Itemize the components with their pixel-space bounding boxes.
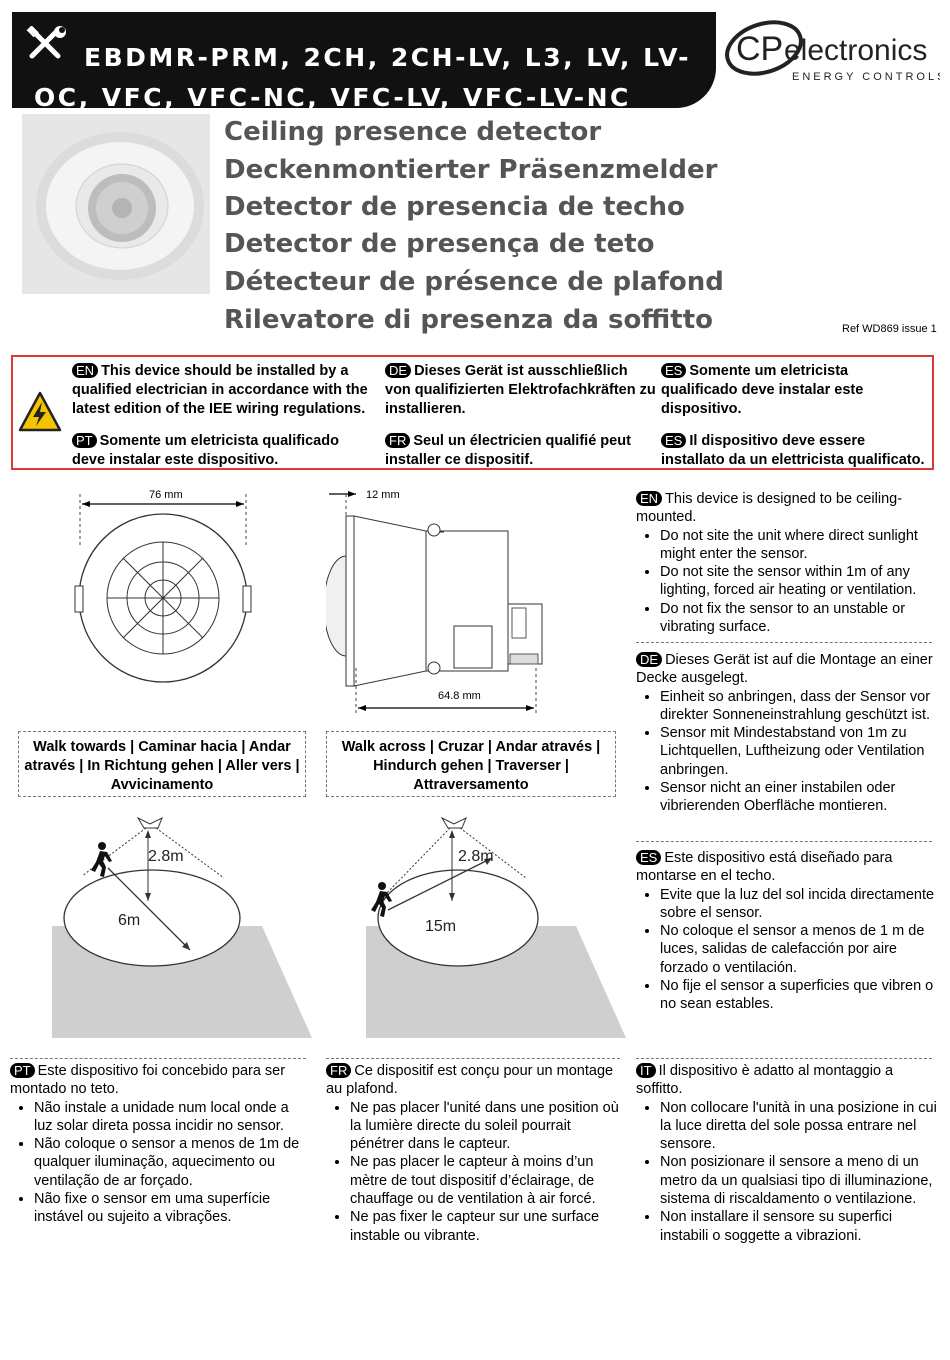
subtitle-es: Detector de presencia de techo: [224, 192, 685, 222]
section-es: [636, 849, 936, 1014]
subtitle-fr: Détecteur de présence de plafond: [224, 267, 724, 297]
lang-tag-de: DE: [385, 363, 411, 378]
coverage-across-height: 2.8m: [458, 848, 494, 865]
caption-walk-across: Walk across | Cruzar | Andar através | Hindurch gehen | Traverser | Attraversamento: [326, 731, 616, 797]
section-es-intro: Este dispositivo está diseñado para montarse en el techo.: [636, 850, 893, 885]
warning-es-text: Somente um eletricista qualificado deve instalar este dispositivo.: [661, 363, 864, 417]
list-item: • Non posizionare il sensore a meno di un metro da un qualsiasi tipo di illuminazione, sistema di riscaldamento o ventilazione.: [660, 1153, 938, 1208]
lang-tag-it: ES: [661, 433, 686, 448]
lang-tag-en: EN: [72, 363, 98, 378]
warning-de-text: Dieses Gerät ist ausschließlich von qualifizierten Elektrofachkräften zu installieren.: [385, 363, 656, 417]
list-item: • Não coloque o sensor a menos de 1m de qualquer iluminação, aquecimento ou ventilação de ar forçado.: [34, 1135, 308, 1190]
title-line-2: OC, VFC, VFC-NC, VFC-LV, VFC-LV-NC: [34, 83, 631, 112]
header-bar: [12, 12, 716, 112]
section-en-intro: This device is designed to be ceiling-mounted.: [636, 491, 903, 526]
warning-en-text: This device should be installed by a qualified electrician in accordance with the latest edition of the IEE wiring regulations.: [72, 363, 368, 417]
warning-it-text: Il dispositivo deve essere installato da un elettricista qualificato.: [661, 433, 925, 468]
logo-cp: CP: [736, 30, 784, 68]
section-it-intro: Il dispositivo è adatto al montaggio a soffitto.: [636, 1063, 894, 1098]
lang-tag-pt: PT: [72, 433, 97, 448]
warning-en: [72, 362, 372, 419]
caption-walk-towards: Walk towards | Caminar hacia | Andar através | In Richtung gehen | Aller vers | Avvicinamento: [18, 731, 306, 797]
divider: [636, 642, 932, 643]
subtitle-it: Rilevatore di presenza da soffitto: [224, 305, 714, 335]
list-item: • No coloque el sensor a menos de 1 m de luces, salidas de calefacción por aire forzado o ventilación.: [660, 922, 936, 977]
lang-tag-es: ES: [661, 363, 686, 378]
subtitle-en: Ceiling presence detector: [224, 117, 602, 147]
logo-name: electronics: [784, 34, 928, 67]
dim-side-height: 64.8 mm: [438, 690, 481, 702]
divider: [326, 1058, 620, 1059]
list-item: • Do not site the unit where direct sunlight might enter the sensor.: [660, 527, 936, 564]
list-item: • Do not fix the sensor to an unstable or vibrating surface.: [660, 600, 936, 637]
list-item: • Ne pas placer le capteur à moins d’un mètre de tout dispositif d’éclairage, de chauffage ou de ventilation à air forcé.: [350, 1153, 624, 1208]
side-view-diagram: [326, 486, 556, 723]
person-walking-icon: [91, 842, 112, 877]
section-en: [636, 490, 936, 636]
front-view-diagram: [68, 486, 258, 731]
warning-fr-text: Seul un électricien qualifié peut installer ce dispositif.: [385, 433, 631, 468]
brand-logo: [722, 12, 940, 88]
list-item: • Non collocare l'unità in una posizione in cui la luce diretta del sole possa entrare nel sensore.: [660, 1099, 938, 1154]
list-item: • Não instale a unidade num local onde a luz solar direta possa incidir no sensor.: [34, 1099, 308, 1136]
coverage-walk-towards: [12, 806, 312, 1043]
title-line-1: EBDMR-PRM, 2CH, 2CH-LV, L3, LV, LV-: [84, 43, 691, 72]
list-item: • Einheit so anbringen, dass der Sensor vor direkter Sonneneinstrahlung geschützt ist.: [660, 688, 936, 725]
section-de-intro: Dieses Gerät ist auf die Montage an einer Decke ausgelegt.: [636, 652, 933, 687]
lang-tag-de: DE: [636, 652, 662, 667]
list-item: • Não fixe o sensor em uma superfície instável ou sujeito a vibrações.: [34, 1190, 308, 1227]
reference-number: Ref WD869 issue 1: [842, 323, 937, 335]
list-item: • Non installare il sensore su superfici instabili o soggette a vibrazioni.: [660, 1208, 938, 1245]
warning-pt-text: Somente um eletricista qualificado deve instalar este dispositivo.: [72, 433, 339, 468]
coverage-walk-across: [326, 806, 626, 1043]
coverage-across-radius: 15m: [425, 918, 457, 935]
logo-tagline: ENERGY CONTROLS: [792, 71, 940, 83]
list-item: • Sensor nicht an einer instabilen oder vibrierenden Oberfläche montieren.: [660, 779, 936, 816]
list-item: • No fije el sensor a superficies que vibren o no sean estables.: [660, 977, 936, 1014]
warning-it: [661, 432, 931, 470]
lang-tag-pt: PT: [10, 1063, 35, 1078]
dim-side-depth: 12 mm: [366, 489, 400, 501]
lang-tag-fr: FR: [326, 1063, 351, 1078]
warning-fr: [385, 432, 650, 470]
warning-pt: [72, 432, 372, 470]
coverage-towards-radius: 6m: [118, 912, 141, 929]
section-pt-intro: Este dispositivo foi concebido para ser montado no teto.: [10, 1063, 286, 1098]
subtitle-de: Deckenmontierter Präsenzmelder: [224, 155, 718, 185]
list-item: • Ne pas fixer le capteur sur une surface instable ou vibrante.: [350, 1208, 624, 1245]
warning-de: [385, 362, 657, 419]
divider: [636, 1058, 932, 1059]
section-it: [636, 1062, 938, 1245]
list-item: • Do not site the sensor within 1m of any lighting, forced air heating or ventilation.: [660, 563, 936, 600]
list-item: • Sensor mit Mindestabstand von 1m zu Lichtquellen, Luftheizung oder Ventilation anbringen.: [660, 724, 936, 779]
warning-es: [661, 362, 911, 419]
coverage-towards-height: 2.8m: [148, 848, 184, 865]
divider: [10, 1058, 306, 1059]
list-item: • Ne pas placer l'unité dans une position où la lumière directe du soleil pourrait pénétrer dans le capteur.: [350, 1099, 624, 1154]
section-pt: [10, 1062, 308, 1227]
lang-tag-es: ES: [636, 850, 661, 865]
divider: [636, 841, 932, 842]
lang-tag-it: IT: [636, 1063, 656, 1078]
lang-tag-en: EN: [636, 491, 662, 506]
subtitle-pt: Detector de presença de teto: [224, 229, 655, 259]
list-item: • Evite que la luz del sol incida directamente sobre el sensor.: [660, 886, 936, 923]
electrical-hazard-icon: [18, 390, 62, 439]
section-fr-intro: Ce dispositif est conçu pour un montage au plafond.: [326, 1063, 614, 1098]
lang-tag-fr: FR: [385, 433, 410, 448]
section-fr: [326, 1062, 624, 1245]
section-de: [636, 651, 936, 816]
page-title: [34, 38, 704, 118]
dim-front-width: 76 mm: [149, 489, 183, 501]
product-photo: [22, 114, 210, 294]
